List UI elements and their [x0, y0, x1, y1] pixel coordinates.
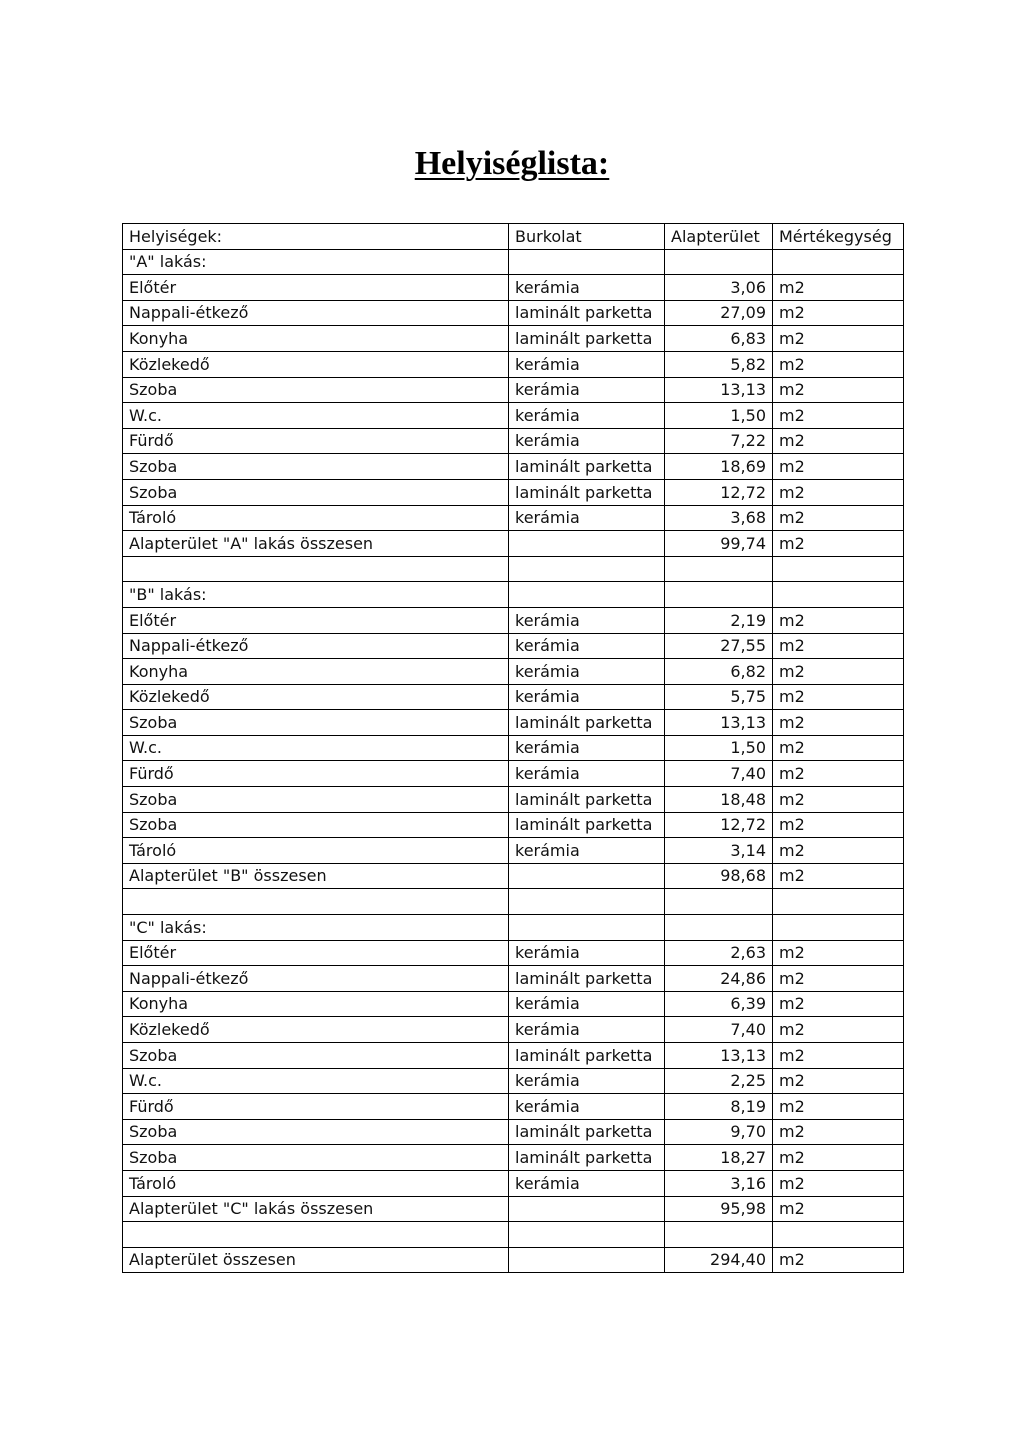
room-name-cell: Szoba — [123, 1119, 509, 1145]
flooring-cell: kerámia — [509, 1094, 665, 1120]
unit-cell: m2 — [773, 966, 904, 992]
unit-cell: m2 — [773, 633, 904, 659]
table-row — [123, 863, 904, 889]
flooring-cell: kerámia — [509, 607, 665, 633]
room-name-cell: Szoba — [123, 787, 509, 813]
unit-cell: m2 — [773, 505, 904, 531]
room-name-cell: Nappali-étkező — [123, 300, 509, 326]
table-body — [123, 249, 904, 1273]
area-cell: 7,40 — [665, 1017, 773, 1043]
room-name-cell: Alapterület "C" lakás összesen — [123, 1196, 509, 1222]
area-cell: 13,13 — [665, 1043, 773, 1069]
room-name-cell: Szoba — [123, 1043, 509, 1069]
flooring-cell — [509, 531, 665, 557]
room-name-cell: Szoba — [123, 377, 509, 403]
area-cell: 6,82 — [665, 659, 773, 685]
unit-cell: m2 — [773, 1068, 904, 1094]
room-name-cell: Tároló — [123, 838, 509, 864]
table-row — [123, 1196, 904, 1222]
table-row — [123, 403, 904, 429]
table-row — [123, 1119, 904, 1145]
area-cell: 3,14 — [665, 838, 773, 864]
unit-cell — [773, 889, 904, 915]
flooring-cell: laminált parketta — [509, 1119, 665, 1145]
table-row — [123, 351, 904, 377]
flooring-cell — [509, 1247, 665, 1273]
unit-cell: m2 — [773, 761, 904, 787]
table-row — [123, 505, 904, 531]
area-cell — [665, 889, 773, 915]
area-cell: 7,22 — [665, 428, 773, 454]
area-cell: 2,19 — [665, 607, 773, 633]
table-row — [123, 659, 904, 685]
room-name-cell: W.c. — [123, 1068, 509, 1094]
table-row — [123, 915, 904, 941]
flooring-cell: kerámia — [509, 684, 665, 710]
room-name-cell: Fürdő — [123, 428, 509, 454]
table-row — [123, 607, 904, 633]
room-name-cell: Előtér — [123, 607, 509, 633]
room-name-cell: Előtér — [123, 940, 509, 966]
area-cell: 5,82 — [665, 351, 773, 377]
unit-cell: m2 — [773, 1145, 904, 1171]
area-cell: 6,83 — [665, 326, 773, 352]
unit-cell: m2 — [773, 326, 904, 352]
table-row — [123, 991, 904, 1017]
table-row — [123, 428, 904, 454]
flooring-cell: kerámia — [509, 838, 665, 864]
unit-cell: m2 — [773, 454, 904, 480]
unit-cell: m2 — [773, 812, 904, 838]
table-row — [123, 1068, 904, 1094]
room-name-cell — [123, 556, 509, 582]
unit-cell: m2 — [773, 1247, 904, 1273]
room-name-cell: Közlekedő — [123, 684, 509, 710]
flooring-cell — [509, 582, 665, 608]
area-cell: 99,74 — [665, 531, 773, 557]
unit-cell: m2 — [773, 1043, 904, 1069]
flooring-cell — [509, 1196, 665, 1222]
flooring-cell: kerámia — [509, 659, 665, 685]
flooring-cell: kerámia — [509, 351, 665, 377]
unit-cell — [773, 556, 904, 582]
table-row — [123, 556, 904, 582]
table-row — [123, 940, 904, 966]
table-row — [123, 633, 904, 659]
unit-cell: m2 — [773, 300, 904, 326]
table-row — [123, 966, 904, 992]
unit-cell — [773, 582, 904, 608]
flooring-cell: kerámia — [509, 633, 665, 659]
unit-cell: m2 — [773, 428, 904, 454]
area-cell: 2,25 — [665, 1068, 773, 1094]
unit-cell: m2 — [773, 351, 904, 377]
flooring-cell: laminált parketta — [509, 1145, 665, 1171]
room-name-cell: Nappali-étkező — [123, 633, 509, 659]
table-row — [123, 1017, 904, 1043]
table-row — [123, 300, 904, 326]
table-row — [123, 812, 904, 838]
flooring-cell: kerámia — [509, 403, 665, 429]
flooring-cell: kerámia — [509, 505, 665, 531]
room-name-cell: "A" lakás: — [123, 249, 509, 275]
room-name-cell: Szoba — [123, 812, 509, 838]
flooring-cell: kerámia — [509, 428, 665, 454]
area-cell: 8,19 — [665, 1094, 773, 1120]
unit-cell: m2 — [773, 377, 904, 403]
table-row — [123, 582, 904, 608]
table-row — [123, 1043, 904, 1069]
room-name-cell: Közlekedő — [123, 1017, 509, 1043]
area-cell: 18,48 — [665, 787, 773, 813]
room-name-cell: Előtér — [123, 275, 509, 301]
area-cell — [665, 556, 773, 582]
area-cell: 13,13 — [665, 377, 773, 403]
area-cell: 2,63 — [665, 940, 773, 966]
area-cell: 3,68 — [665, 505, 773, 531]
area-cell: 3,16 — [665, 1170, 773, 1196]
unit-cell: m2 — [773, 1119, 904, 1145]
area-cell: 27,55 — [665, 633, 773, 659]
table-row — [123, 787, 904, 813]
table-row — [123, 454, 904, 480]
room-name-cell: W.c. — [123, 403, 509, 429]
area-cell — [665, 1222, 773, 1248]
area-cell: 294,40 — [665, 1247, 773, 1273]
flooring-cell: kerámia — [509, 377, 665, 403]
table-row — [123, 761, 904, 787]
flooring-cell: kerámia — [509, 735, 665, 761]
table-row — [123, 710, 904, 736]
room-name-cell: "C" lakás: — [123, 915, 509, 941]
unit-cell: m2 — [773, 684, 904, 710]
unit-cell: m2 — [773, 659, 904, 685]
flooring-cell — [509, 249, 665, 275]
flooring-cell — [509, 863, 665, 889]
room-name-cell: "B" lakás: — [123, 582, 509, 608]
unit-cell: m2 — [773, 838, 904, 864]
flooring-cell: kerámia — [509, 761, 665, 787]
unit-cell: m2 — [773, 735, 904, 761]
flooring-cell: laminált parketta — [509, 326, 665, 352]
table-row — [123, 1094, 904, 1120]
unit-cell: m2 — [773, 479, 904, 505]
unit-cell: m2 — [773, 275, 904, 301]
area-cell — [665, 915, 773, 941]
flooring-cell: kerámia — [509, 991, 665, 1017]
unit-cell: m2 — [773, 607, 904, 633]
unit-cell: m2 — [773, 1017, 904, 1043]
area-cell: 1,50 — [665, 735, 773, 761]
flooring-cell: laminált parketta — [509, 300, 665, 326]
table-row — [123, 275, 904, 301]
room-name-cell: Konyha — [123, 991, 509, 1017]
area-cell: 24,86 — [665, 966, 773, 992]
table-row — [123, 889, 904, 915]
room-name-cell: Konyha — [123, 326, 509, 352]
flooring-cell: kerámia — [509, 1170, 665, 1196]
room-name-cell: Szoba — [123, 454, 509, 480]
flooring-cell — [509, 915, 665, 941]
room-name-cell: Nappali-étkező — [123, 966, 509, 992]
header-flooring: Burkolat — [509, 224, 665, 250]
flooring-cell: kerámia — [509, 940, 665, 966]
area-cell: 12,72 — [665, 479, 773, 505]
unit-cell — [773, 915, 904, 941]
flooring-cell: laminált parketta — [509, 710, 665, 736]
unit-cell: m2 — [773, 787, 904, 813]
flooring-cell — [509, 1222, 665, 1248]
header-rooms: Helyiségek: — [123, 224, 509, 250]
room-name-cell: Fürdő — [123, 761, 509, 787]
flooring-cell — [509, 556, 665, 582]
room-name-cell: Alapterület "A" lakás összesen — [123, 531, 509, 557]
flooring-cell: laminált parketta — [509, 454, 665, 480]
area-cell: 12,72 — [665, 812, 773, 838]
page-title: Helyiséglista: — [414, 145, 610, 182]
room-name-cell: Szoba — [123, 710, 509, 736]
header-unit: Mértékegység — [773, 224, 904, 250]
table-row — [123, 531, 904, 557]
room-name-cell: Alapterület "B" összesen — [123, 863, 509, 889]
room-name-cell: Szoba — [123, 1145, 509, 1171]
flooring-cell: kerámia — [509, 275, 665, 301]
area-cell: 5,75 — [665, 684, 773, 710]
table-row — [123, 479, 904, 505]
unit-cell — [773, 1222, 904, 1248]
area-cell: 3,06 — [665, 275, 773, 301]
unit-cell: m2 — [773, 710, 904, 736]
area-cell: 13,13 — [665, 710, 773, 736]
unit-cell: m2 — [773, 991, 904, 1017]
room-list-table — [122, 223, 904, 1273]
area-cell: 18,27 — [665, 1145, 773, 1171]
header-area: Alapterület — [665, 224, 773, 250]
flooring-cell: kerámia — [509, 1068, 665, 1094]
flooring-cell: laminált parketta — [509, 812, 665, 838]
table-row — [123, 1247, 904, 1273]
unit-cell: m2 — [773, 940, 904, 966]
area-cell — [665, 582, 773, 608]
room-name-cell: Tároló — [123, 1170, 509, 1196]
flooring-cell: laminált parketta — [509, 787, 665, 813]
room-name-cell — [123, 1222, 509, 1248]
flooring-cell: laminált parketta — [509, 1043, 665, 1069]
area-cell: 98,68 — [665, 863, 773, 889]
table-header-row — [123, 224, 904, 250]
unit-cell — [773, 249, 904, 275]
table-row — [123, 1222, 904, 1248]
room-name-cell — [123, 889, 509, 915]
area-cell: 1,50 — [665, 403, 773, 429]
area-cell: 6,39 — [665, 991, 773, 1017]
room-name-cell: Fürdő — [123, 1094, 509, 1120]
area-cell: 27,09 — [665, 300, 773, 326]
table-row — [123, 377, 904, 403]
unit-cell: m2 — [773, 863, 904, 889]
area-cell — [665, 249, 773, 275]
room-name-cell: Alapterület összesen — [123, 1247, 509, 1273]
table-row — [123, 838, 904, 864]
room-name-cell: Közlekedő — [123, 351, 509, 377]
area-cell: 95,98 — [665, 1196, 773, 1222]
flooring-cell: laminált parketta — [509, 966, 665, 992]
area-cell: 18,69 — [665, 454, 773, 480]
table-row — [123, 249, 904, 275]
unit-cell: m2 — [773, 1170, 904, 1196]
room-name-cell: Tároló — [123, 505, 509, 531]
unit-cell: m2 — [773, 531, 904, 557]
flooring-cell: kerámia — [509, 1017, 665, 1043]
unit-cell: m2 — [773, 403, 904, 429]
table-row — [123, 735, 904, 761]
flooring-cell: laminált parketta — [509, 479, 665, 505]
area-cell: 7,40 — [665, 761, 773, 787]
room-name-cell: Konyha — [123, 659, 509, 685]
table-row — [123, 684, 904, 710]
table-row — [123, 1170, 904, 1196]
area-cell: 9,70 — [665, 1119, 773, 1145]
unit-cell: m2 — [773, 1094, 904, 1120]
unit-cell: m2 — [773, 1196, 904, 1222]
room-name-cell: Szoba — [123, 479, 509, 505]
table-row — [123, 1145, 904, 1171]
table-row — [123, 326, 904, 352]
room-name-cell: W.c. — [123, 735, 509, 761]
flooring-cell — [509, 889, 665, 915]
